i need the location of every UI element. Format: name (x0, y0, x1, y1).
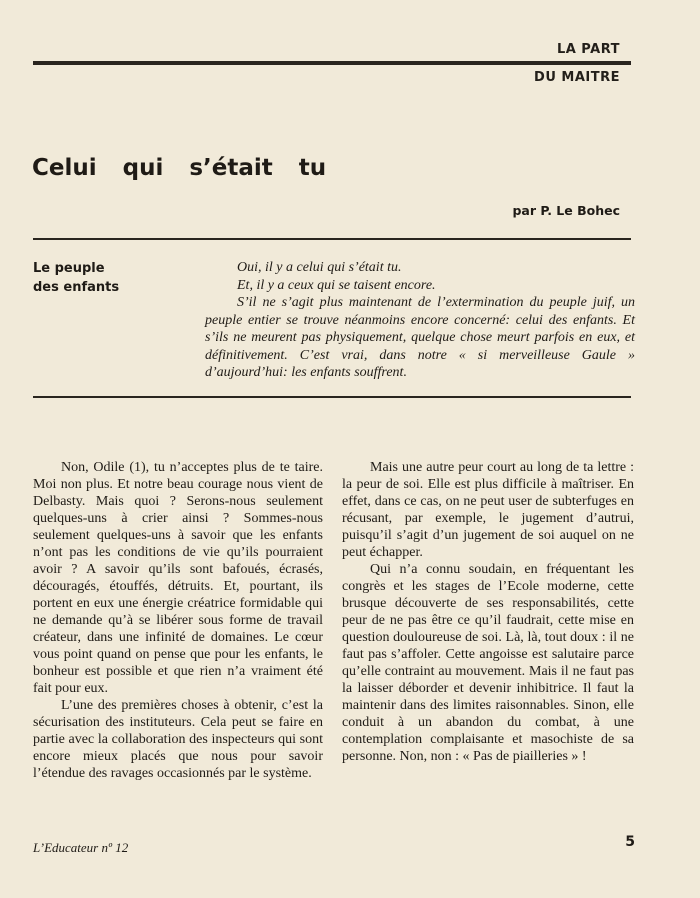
side-heading-line2: des enfants (33, 280, 120, 295)
intro-bottom-rule (33, 396, 631, 398)
body-column-right (342, 459, 634, 765)
body-paragraph: L’une des premières choses à obtenir, c’est la sécurisation des instituteurs. Cela peut se faire en partie avec la collaboration des inspecteurs qui sont encore mieux placés que nous pour savoir l’étendue des ravages occasionnés par le système. (33, 698, 323, 781)
intro-paragraph: Oui, il y a celui qui s’était tu. (237, 260, 402, 275)
body-paragraph: Non, Odile (1), tu n’acceptes plus de te taire. Moi non plus. Et notre beau courage nous vient de Delbasty. Mais quoi ? Serons-nous seulement quelques-uns à crier ainsi ? Sommes-nous seulement quelques-uns à savoir que les enfants n’ont pas les conditions de vie qu’ils pourraient avoir ? A savoir qu’ils sont bafoués, écrasés, découragés, étouffés, détruits. Et, pourtant, ils portent en eux une énergie créatrice formidable qui ne demande qu’à se libérer sous forme de travail créateur, dans une infinité de domaines. Le cœur vous point quand on pense que pour les enfants, le bonheur est possible et que rien n’a vraiment été fait pour eux. (33, 460, 323, 696)
intro-block (205, 259, 635, 382)
section-rubric-line2: DU MAITRE (534, 70, 620, 85)
intro-paragraph: S’il ne s’agit plus maintenant de l’extermination du peuple juif, un peuple entier se trouve néanmoins encore concerné: celui des enfants. Et s’ils ne meurent pas physiquement, quelque chose meurt parfois en eux, et définitivement. C’est vrai, dans notre « si merveilleuse Gaule » d’aujourd’hui: les enfants souffrent. (205, 295, 635, 380)
side-heading-line1: Le peuple (33, 261, 105, 276)
page-number: 5 (625, 834, 635, 850)
article-byline: par P. Le Bohec (512, 203, 620, 218)
intro-paragraph: Et, il y a ceux qui se taisent encore. (237, 277, 436, 293)
header-rule (33, 61, 631, 65)
body-paragraph: Qui n’a connu soudain, en fréquentant les congrès et les stages de l’Ecole moderne, cette brusque découverte de ses responsabilités, cette peur de ne pas être ce qu’il faudrait, cette mise en question douloureuse de soi. Là, là, tout doux : il ne faut pas s’affoler. Cette angoisse est salutaire parce qu’elle contraint au mouvement. Mais il ne faut pas la laisser déborder et devenir inhibitrice. Il faut la maintenir dans des limites raisonnables. Sinon, elle conduit à un abandon du combat, à une contemplation complaisante et masochiste de sa personne. Non, non : « Pas de piailleries » ! (342, 562, 634, 764)
article-title: Celui qui s’était tu (32, 155, 327, 181)
journal-footer: L’Educateur nº 12 (33, 840, 129, 855)
side-heading (33, 259, 193, 297)
section-rubric-line1: LA PART (556, 42, 620, 57)
intro-top-rule (33, 238, 631, 240)
body-column-left (33, 459, 323, 782)
body-paragraph: Mais une autre peur court au long de ta lettre : la peur de soi. Elle est plus difficile à maîtriser. En effet, dans ce cas, on ne peut user de subterfuges en récusant, par exemple, le jugement d’autrui, puisqu’il s’agit d’un jugement de soi auquel on ne peut échapper. (342, 460, 634, 560)
